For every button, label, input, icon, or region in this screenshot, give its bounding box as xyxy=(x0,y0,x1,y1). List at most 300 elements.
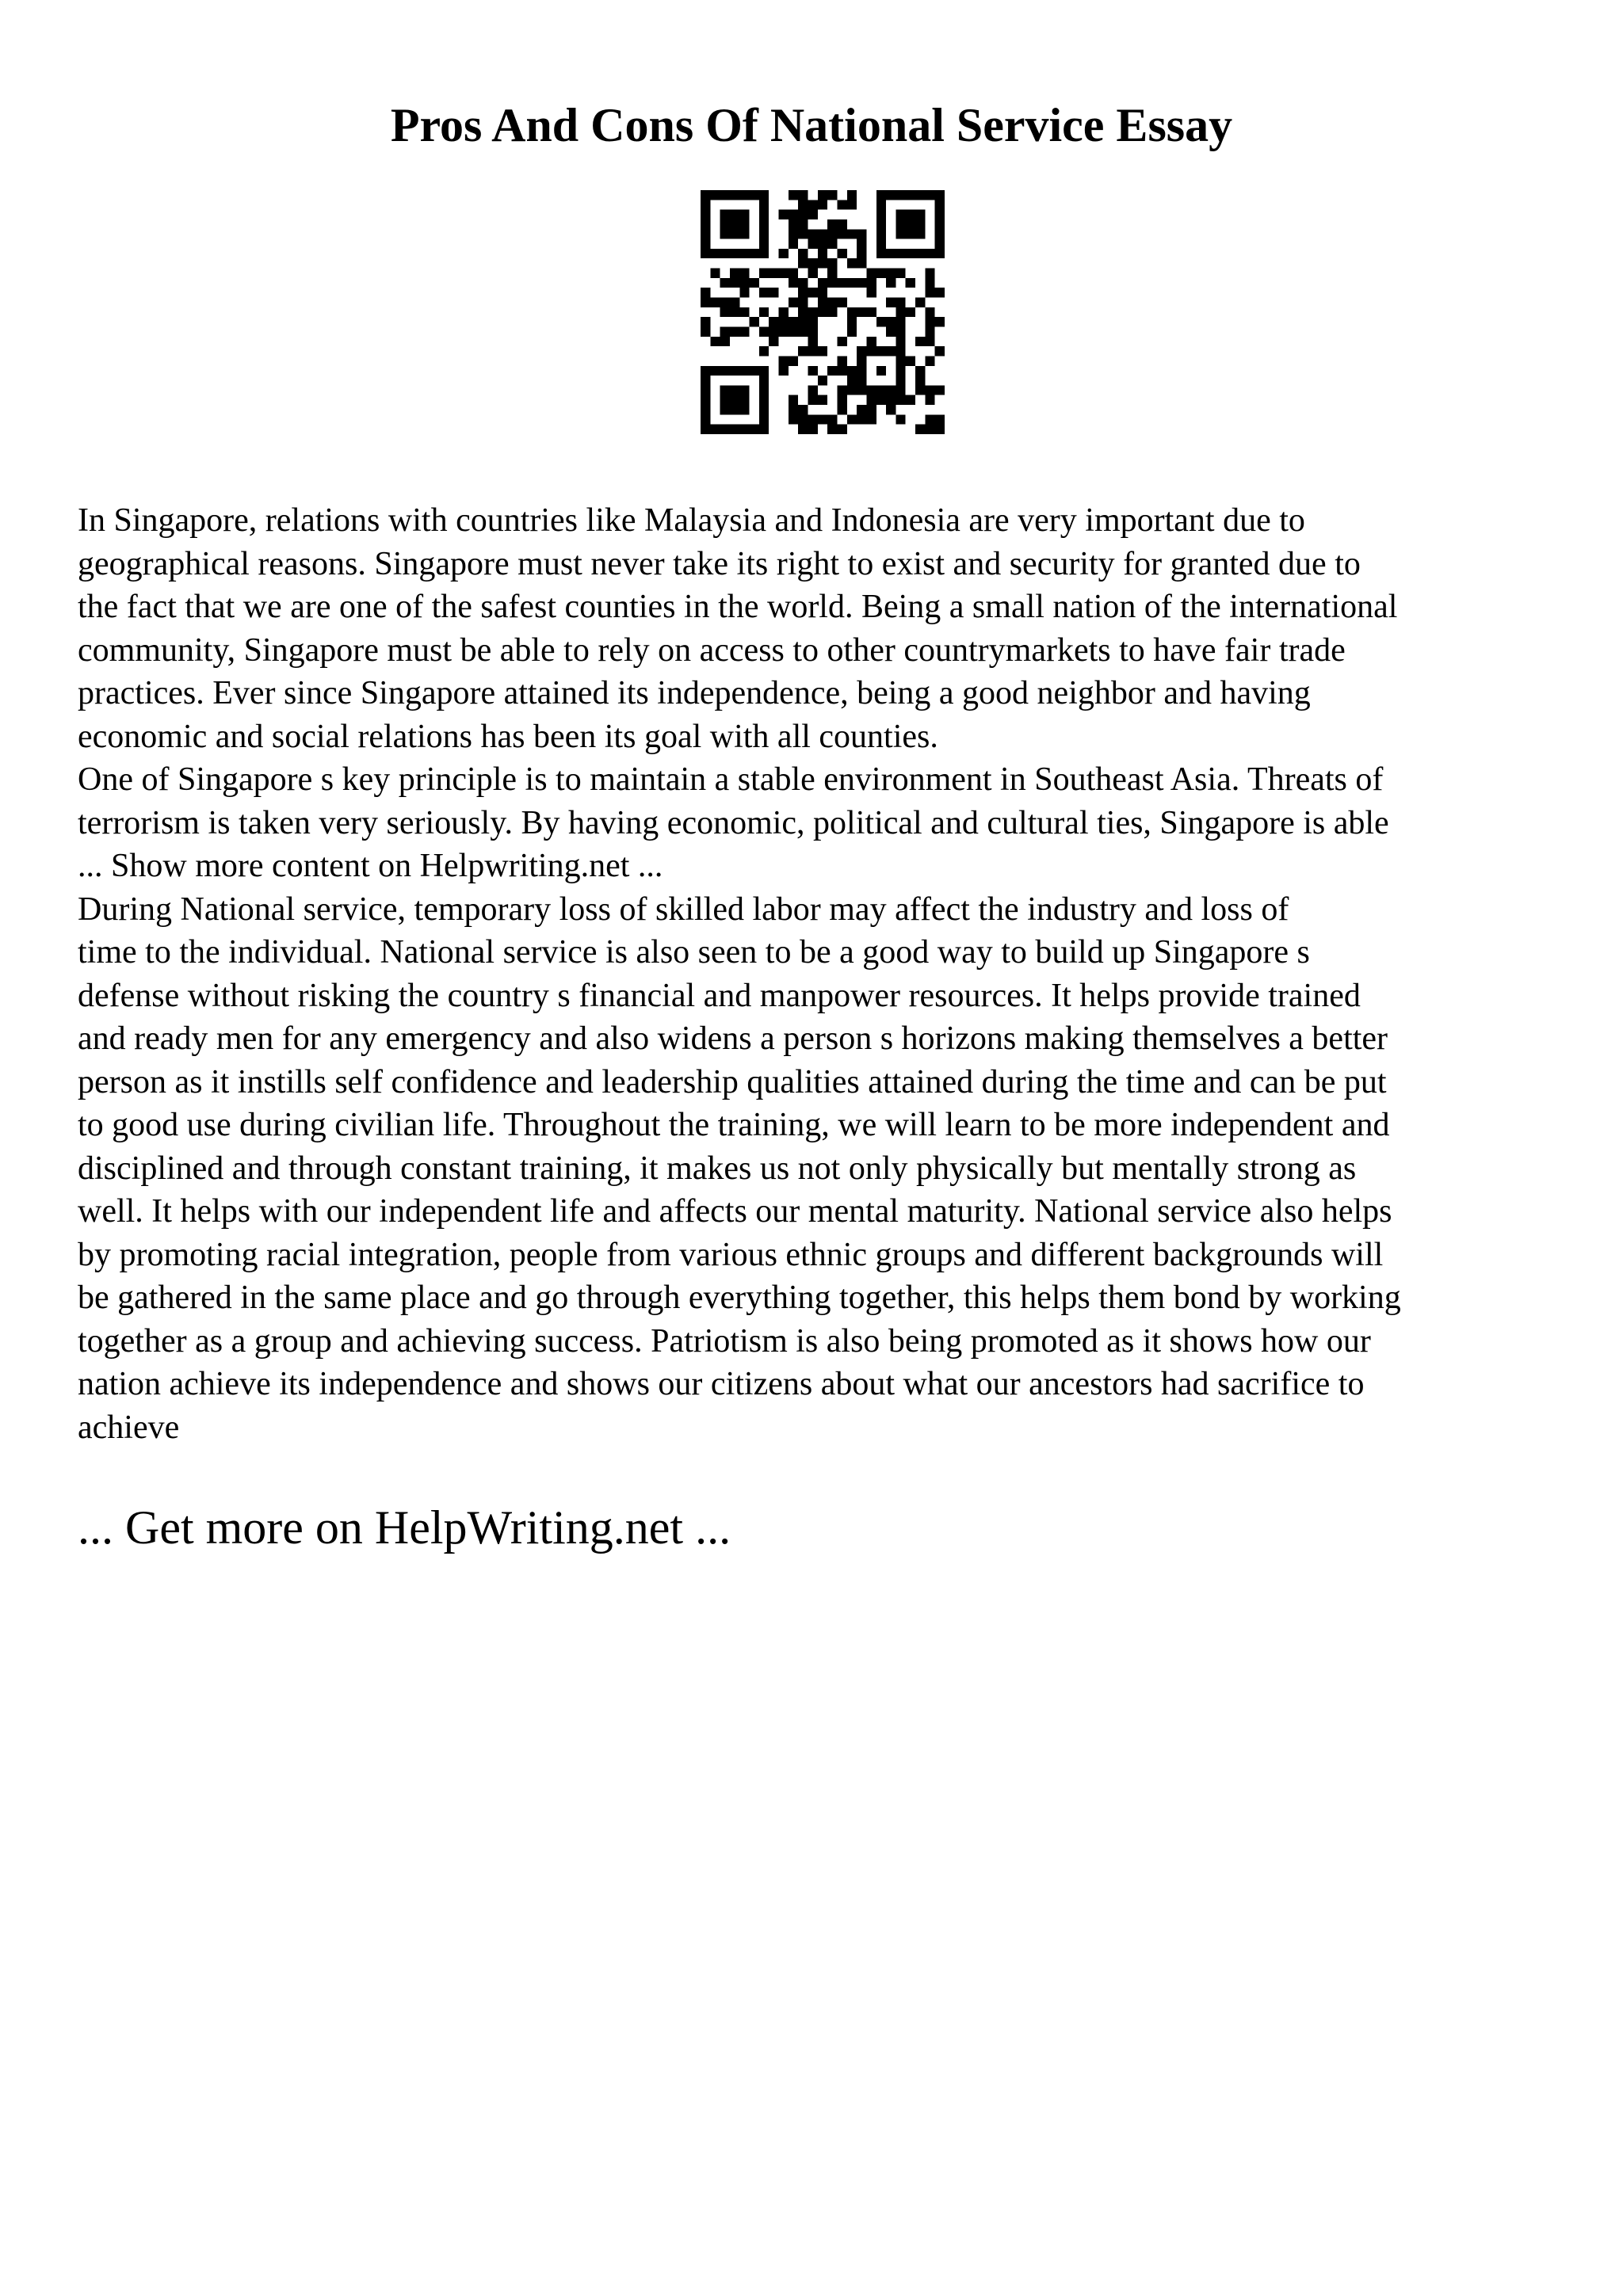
qr-module xyxy=(827,278,837,288)
qr-module xyxy=(876,269,886,278)
qr-module xyxy=(886,249,896,258)
essay-line: disciplined and through constant training, it makes us not only physically but mentally strong as xyxy=(78,1150,1357,1187)
qr-module xyxy=(798,190,808,200)
qr-module xyxy=(935,210,945,219)
qr-module xyxy=(886,346,896,356)
qr-module xyxy=(730,269,739,278)
qr-module xyxy=(750,317,759,326)
qr-module xyxy=(759,405,769,414)
qr-module xyxy=(866,307,876,317)
qr-module xyxy=(701,190,710,200)
qr-module xyxy=(808,395,818,405)
qr-module xyxy=(701,414,710,424)
qr-module xyxy=(827,366,837,376)
qr-module xyxy=(701,395,710,405)
essay-line: well. It helps with our independent life and affects our mental maturity. National service also helps xyxy=(78,1193,1392,1230)
qr-module xyxy=(925,278,934,288)
essay-line: and ready men for any emergency and also widens a person s horizons making themselves a better xyxy=(78,1020,1388,1057)
qr-module xyxy=(808,337,818,346)
qr-module xyxy=(808,239,818,249)
qr-module xyxy=(739,405,749,414)
qr-module xyxy=(857,385,866,395)
qr-module xyxy=(827,258,837,268)
qr-module xyxy=(759,346,769,356)
qr-module xyxy=(906,229,915,238)
qr-module xyxy=(837,356,846,365)
qr-module xyxy=(827,239,837,249)
essay-body xyxy=(78,499,1568,1449)
qr-module xyxy=(701,200,710,209)
essay-line: person as it instills self confidence and leadership qualities attained during the time and can be put xyxy=(78,1063,1387,1100)
qr-module xyxy=(847,307,857,317)
qr-module xyxy=(808,317,818,326)
essay-line: One of Singapore s key principle is to maintain a stable environment in Southeast Asia. Threats of xyxy=(78,761,1384,798)
qr-module xyxy=(847,278,857,288)
qr-module xyxy=(798,414,808,424)
qr-module xyxy=(798,346,808,356)
qr-module xyxy=(789,317,798,326)
qr-module xyxy=(789,219,798,229)
essay-line: by promoting racial integration, people from various ethnic groups and different backgrounds will xyxy=(78,1236,1384,1273)
qr-module xyxy=(876,200,886,209)
qr-module xyxy=(720,337,730,346)
qr-module xyxy=(818,414,827,424)
qr-module xyxy=(798,298,808,307)
qr-module xyxy=(876,385,886,395)
qr-module xyxy=(789,269,798,278)
qr-module xyxy=(857,405,866,414)
essay-line: During National service, temporary loss of skilled labor may affect the industry and loss of xyxy=(78,891,1289,928)
qr-module xyxy=(857,366,866,376)
qr-module xyxy=(896,356,905,365)
qr-module xyxy=(789,210,798,219)
qr-module xyxy=(906,219,915,229)
qr-module xyxy=(759,395,769,405)
qr-module xyxy=(925,356,934,365)
qr-module xyxy=(750,278,759,288)
qr-module xyxy=(906,210,915,219)
qr-module xyxy=(886,278,896,288)
qr-module xyxy=(798,288,808,297)
qr-module xyxy=(720,278,730,288)
qr-module xyxy=(730,278,739,288)
get-more-link[interactable]: ... Get more on HelpWriting.net ... xyxy=(78,1501,731,1554)
qr-module xyxy=(789,326,798,336)
qr-module xyxy=(876,229,886,238)
qr-module xyxy=(837,366,846,376)
qr-code-icon xyxy=(701,190,945,434)
qr-module xyxy=(739,395,749,405)
qr-module xyxy=(818,288,827,297)
qr-module xyxy=(857,307,866,317)
qr-module xyxy=(759,200,769,209)
qr-module xyxy=(730,366,739,376)
qr-module xyxy=(701,210,710,219)
qr-module xyxy=(818,376,827,385)
qr-module xyxy=(827,190,837,200)
qr-module xyxy=(730,405,739,414)
qr-module xyxy=(886,405,896,414)
qr-module xyxy=(847,317,857,326)
qr-module xyxy=(779,269,789,278)
qr-module xyxy=(837,278,846,288)
qr-module xyxy=(720,249,730,258)
qr-module xyxy=(730,190,739,200)
qr-module xyxy=(876,190,886,200)
qr-module xyxy=(769,288,778,297)
qr-module xyxy=(837,219,846,229)
essay-line: practices. Ever since Singapore attained its independence, being a good neighbor and having xyxy=(78,675,1311,711)
qr-module xyxy=(896,385,905,395)
qr-module xyxy=(701,239,710,249)
qr-module xyxy=(876,366,886,376)
qr-module xyxy=(866,288,876,297)
qr-module xyxy=(886,269,896,278)
qr-module xyxy=(720,326,730,336)
qr-module xyxy=(847,414,857,424)
qr-module xyxy=(739,288,749,297)
qr-module xyxy=(837,249,846,258)
qr-module xyxy=(701,229,710,238)
qr-module xyxy=(730,385,739,395)
qr-module xyxy=(866,414,876,424)
qr-module xyxy=(818,395,827,405)
qr-module xyxy=(739,210,749,219)
essay-line: nation achieve its independence and shows our citizens about what our ancestors had sacrifice to xyxy=(78,1366,1365,1402)
qr-module xyxy=(720,395,730,405)
qr-module xyxy=(808,307,818,317)
qr-module xyxy=(896,307,905,317)
qr-module xyxy=(798,307,808,317)
qr-module xyxy=(915,229,925,238)
qr-module xyxy=(779,366,789,376)
qr-module xyxy=(759,307,769,317)
qr-module xyxy=(808,346,818,356)
qr-module xyxy=(837,298,846,307)
qr-module xyxy=(857,376,866,385)
qr-module xyxy=(818,258,827,268)
qr-module xyxy=(720,366,730,376)
essay-line: to good use during civilian life. Throughout the training, we will learn to be more independent and xyxy=(78,1107,1390,1143)
qr-module xyxy=(837,385,846,395)
qr-module xyxy=(818,229,827,238)
qr-module xyxy=(866,385,876,395)
qr-module xyxy=(847,376,857,385)
qr-module xyxy=(759,366,769,376)
qr-module xyxy=(808,425,818,434)
qr-module xyxy=(847,366,857,376)
qr-module xyxy=(789,239,798,249)
qr-module xyxy=(896,376,905,385)
qr-module xyxy=(759,326,769,336)
qr-module xyxy=(730,326,739,336)
qr-module xyxy=(798,200,808,209)
qr-module xyxy=(886,326,896,336)
essay-line: geographical reasons. Singapore must never take its right to exist and security for granted due to xyxy=(78,545,1361,582)
qr-module xyxy=(847,258,857,268)
qr-module xyxy=(896,249,905,258)
qr-module xyxy=(915,385,925,395)
show-more-link[interactable]: ... Show more content on Helpwriting.net ... xyxy=(78,848,663,884)
qr-module xyxy=(935,190,945,200)
qr-module xyxy=(701,366,710,376)
qr-module xyxy=(906,278,915,288)
qr-module xyxy=(789,395,798,405)
qr-module xyxy=(857,414,866,424)
qr-module xyxy=(720,219,730,229)
qr-module xyxy=(701,326,710,336)
qr-module xyxy=(759,376,769,385)
qr-module xyxy=(808,200,818,209)
essay-line: community, Singapore must be able to rely on access to other countrymarkets to have fair trade xyxy=(78,631,1346,669)
qr-module xyxy=(925,288,934,297)
qr-module xyxy=(837,200,846,209)
qr-module xyxy=(837,395,846,405)
qr-module xyxy=(789,414,798,424)
qr-module xyxy=(808,210,818,219)
qr-module xyxy=(808,366,818,376)
qr-module xyxy=(827,269,837,278)
qr-module xyxy=(935,219,945,229)
qr-module xyxy=(827,229,837,238)
qr-module xyxy=(730,425,739,434)
qr-module xyxy=(739,307,749,317)
qr-module xyxy=(827,307,837,317)
essay-line: In Singapore, relations with countries like Malaysia and Indonesia are very important due to xyxy=(78,502,1305,539)
qr-module xyxy=(876,249,886,258)
document-title: Pros And Cons Of National Service Essay xyxy=(390,99,1233,151)
qr-module xyxy=(759,229,769,238)
qr-module xyxy=(720,229,730,238)
essay-line: together as a group and achieving success. Patriotism is also being promoted as it shows how our xyxy=(78,1322,1371,1360)
qr-module xyxy=(710,425,720,434)
qr-module xyxy=(818,249,827,258)
qr-module xyxy=(739,219,749,229)
qr-module xyxy=(876,239,886,249)
qr-module xyxy=(750,249,759,258)
qr-module xyxy=(847,229,857,238)
qr-module xyxy=(730,395,739,405)
qr-module xyxy=(739,249,749,258)
qr-module xyxy=(798,326,808,336)
qr-module xyxy=(701,288,710,297)
qr-module xyxy=(886,395,896,405)
qr-module xyxy=(837,425,846,434)
qr-module xyxy=(915,376,925,385)
qr-module xyxy=(857,258,866,268)
qr-module xyxy=(886,317,896,326)
qr-module xyxy=(935,249,945,258)
qr-module xyxy=(925,307,934,317)
qr-module xyxy=(789,229,798,238)
qr-module xyxy=(935,425,945,434)
essay-line: time to the individual. National service is also seen to be a good way to build up Singapore s xyxy=(78,934,1310,971)
qr-module xyxy=(896,414,905,424)
qr-module xyxy=(759,190,769,200)
qr-module xyxy=(798,219,808,229)
qr-module xyxy=(750,366,759,376)
qr-module xyxy=(750,425,759,434)
qr-module xyxy=(759,425,769,434)
qr-module xyxy=(925,190,934,200)
qr-module xyxy=(906,249,915,258)
qr-module xyxy=(730,229,739,238)
essay-line: achieve xyxy=(78,1409,180,1446)
qr-module xyxy=(866,346,876,356)
qr-module xyxy=(866,395,876,405)
qr-module xyxy=(789,405,798,414)
qr-module xyxy=(925,269,934,278)
qr-module xyxy=(818,346,827,356)
qr-module xyxy=(915,298,925,307)
qr-module xyxy=(720,405,730,414)
qr-module xyxy=(857,249,866,258)
qr-module xyxy=(896,326,905,336)
qr-module xyxy=(925,337,934,346)
qr-module xyxy=(915,210,925,219)
qr-module xyxy=(857,278,866,288)
qr-module xyxy=(739,385,749,395)
qr-module xyxy=(720,385,730,395)
qr-module xyxy=(701,317,710,326)
qr-module xyxy=(896,366,905,376)
qr-module xyxy=(925,414,934,424)
qr-module xyxy=(710,269,720,278)
qr-module xyxy=(759,269,769,278)
qr-module xyxy=(886,385,896,395)
qr-module xyxy=(769,326,778,336)
qr-module xyxy=(896,210,905,219)
qr-module xyxy=(730,249,739,258)
qr-module xyxy=(798,317,808,326)
qr-module xyxy=(779,356,789,365)
qr-module xyxy=(710,249,720,258)
qr-module xyxy=(906,190,915,200)
qr-module xyxy=(720,425,730,434)
qr-module xyxy=(876,219,886,229)
qr-module xyxy=(915,425,925,434)
qr-module xyxy=(866,405,876,414)
qr-module xyxy=(935,239,945,249)
qr-module xyxy=(759,385,769,395)
qr-module xyxy=(876,346,886,356)
essay-line: defense without risking the country s financial and manpower resources. It helps provide trained xyxy=(78,977,1361,1014)
qr-module xyxy=(896,298,905,307)
qr-module xyxy=(925,425,934,434)
qr-module xyxy=(935,229,945,238)
qr-module xyxy=(935,288,945,297)
qr-module xyxy=(759,249,769,258)
qr-module xyxy=(808,385,818,395)
qr-module xyxy=(789,356,798,365)
qr-module xyxy=(896,269,905,278)
qr-module xyxy=(876,395,886,405)
qr-module xyxy=(896,337,905,346)
qr-module xyxy=(915,337,925,346)
qr-module xyxy=(701,405,710,414)
qr-module xyxy=(779,307,789,317)
qr-module xyxy=(779,249,789,258)
qr-module xyxy=(798,258,808,268)
essay-line: terrorism is taken very seriously. By having economic, political and cultural ties, Singapore is able xyxy=(78,804,1389,841)
qr-module xyxy=(896,395,905,405)
qr-module xyxy=(769,317,778,326)
qr-module xyxy=(808,326,818,336)
qr-module xyxy=(808,288,818,297)
qr-module xyxy=(876,317,886,326)
qr-module xyxy=(827,425,837,434)
qr-module xyxy=(798,278,808,288)
qr-module xyxy=(701,385,710,395)
qr-module xyxy=(857,239,866,249)
qr-module xyxy=(779,210,789,219)
qr-module xyxy=(720,298,730,307)
qr-module xyxy=(915,249,925,258)
qr-module xyxy=(857,229,866,238)
qr-module xyxy=(818,190,827,200)
qr-module xyxy=(886,190,896,200)
essay-line: be gathered in the same place and go through everything together, this helps them bond by working xyxy=(78,1280,1401,1316)
qr-module xyxy=(730,210,739,219)
qr-module xyxy=(906,307,915,317)
qr-module xyxy=(925,395,934,405)
qr-module xyxy=(710,337,720,346)
qr-module xyxy=(925,249,934,258)
qr-module xyxy=(847,190,857,200)
qr-module xyxy=(808,269,818,278)
qr-module xyxy=(798,249,808,258)
qr-module xyxy=(827,414,837,424)
qr-module xyxy=(759,414,769,424)
qr-module xyxy=(915,219,925,229)
qr-module xyxy=(818,298,827,307)
qr-module xyxy=(701,376,710,385)
qr-module xyxy=(759,239,769,249)
qr-module xyxy=(837,229,846,238)
qr-module xyxy=(739,269,749,278)
qr-module xyxy=(808,258,818,268)
qr-module xyxy=(798,229,808,238)
qr-module xyxy=(710,298,720,307)
qr-module xyxy=(759,219,769,229)
qr-module xyxy=(750,190,759,200)
qr-module xyxy=(935,414,945,424)
qr-module xyxy=(896,219,905,229)
qr-module xyxy=(866,269,876,278)
qr-module xyxy=(915,366,925,376)
qr-module xyxy=(896,229,905,238)
qr-module xyxy=(857,356,866,365)
qr-module xyxy=(779,326,789,336)
qr-module xyxy=(739,425,749,434)
essay-line: economic and social relations has been its goal with all counties. xyxy=(78,718,938,755)
qr-module xyxy=(769,337,778,346)
qr-module xyxy=(866,337,876,346)
qr-module xyxy=(808,229,818,238)
qr-module xyxy=(896,346,905,356)
qr-module xyxy=(906,395,915,405)
qr-module xyxy=(906,356,915,365)
qr-module xyxy=(789,298,798,307)
qr-module xyxy=(818,200,827,209)
qr-module xyxy=(847,200,857,209)
qr-module xyxy=(730,307,739,317)
essay-line: the fact that we are one of the safest counties in the world. Being a small nation of the international xyxy=(78,589,1398,625)
qr-module xyxy=(730,219,739,229)
qr-module xyxy=(789,278,798,288)
qr-module xyxy=(925,317,934,326)
qr-module xyxy=(720,307,730,317)
